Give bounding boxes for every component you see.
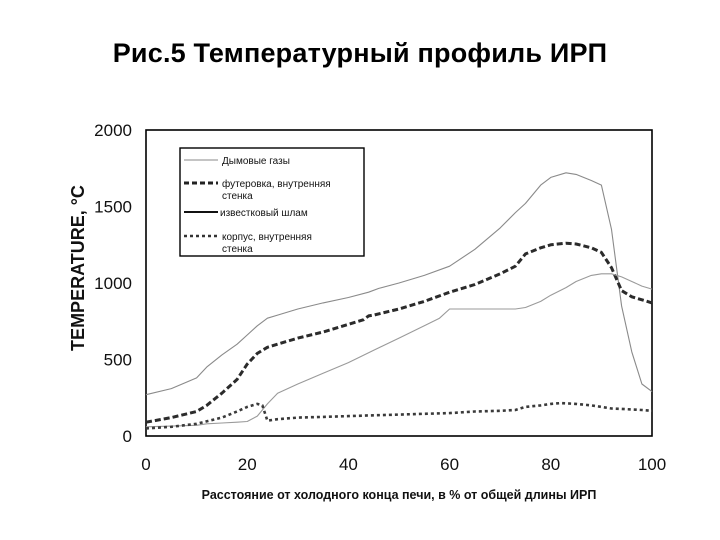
- x-tick-label: 20: [237, 455, 257, 474]
- legend-label-lining: футеровка, внутренняя: [222, 179, 331, 190]
- y-tick-label: 1000: [94, 274, 132, 293]
- x-axis-label: Расстояние от холодного конца печи, в % от общей длины ИРП: [201, 488, 597, 502]
- legend-label-shell-cont: стенка: [222, 244, 253, 255]
- y-tick-label: 1500: [94, 197, 132, 217]
- legend-label-lime-mud: известковый шлам: [220, 208, 308, 219]
- y-tick-label: 0: [122, 427, 132, 446]
- x-tick-label: 0: [141, 455, 151, 474]
- y-tick-label: 2000: [94, 121, 132, 140]
- y-tick-label: 500: [103, 350, 132, 370]
- x-tick-label: 80: [541, 455, 561, 474]
- legend-label-flue-gas: Дымовые газы: [222, 156, 290, 167]
- y-axis-label: TEMPERATURE, °C: [68, 185, 88, 351]
- x-tick-label: 100: [637, 455, 667, 474]
- x-tick-label: 40: [338, 455, 358, 474]
- legend-label-shell: корпус, внутренняя: [222, 232, 312, 243]
- x-tick-label: 60: [440, 455, 460, 474]
- legend-label-lining-cont: стенка: [222, 191, 253, 202]
- legend: [180, 148, 364, 256]
- slide-title: Рис.5 Температурный профиль ИРП: [112, 38, 608, 68]
